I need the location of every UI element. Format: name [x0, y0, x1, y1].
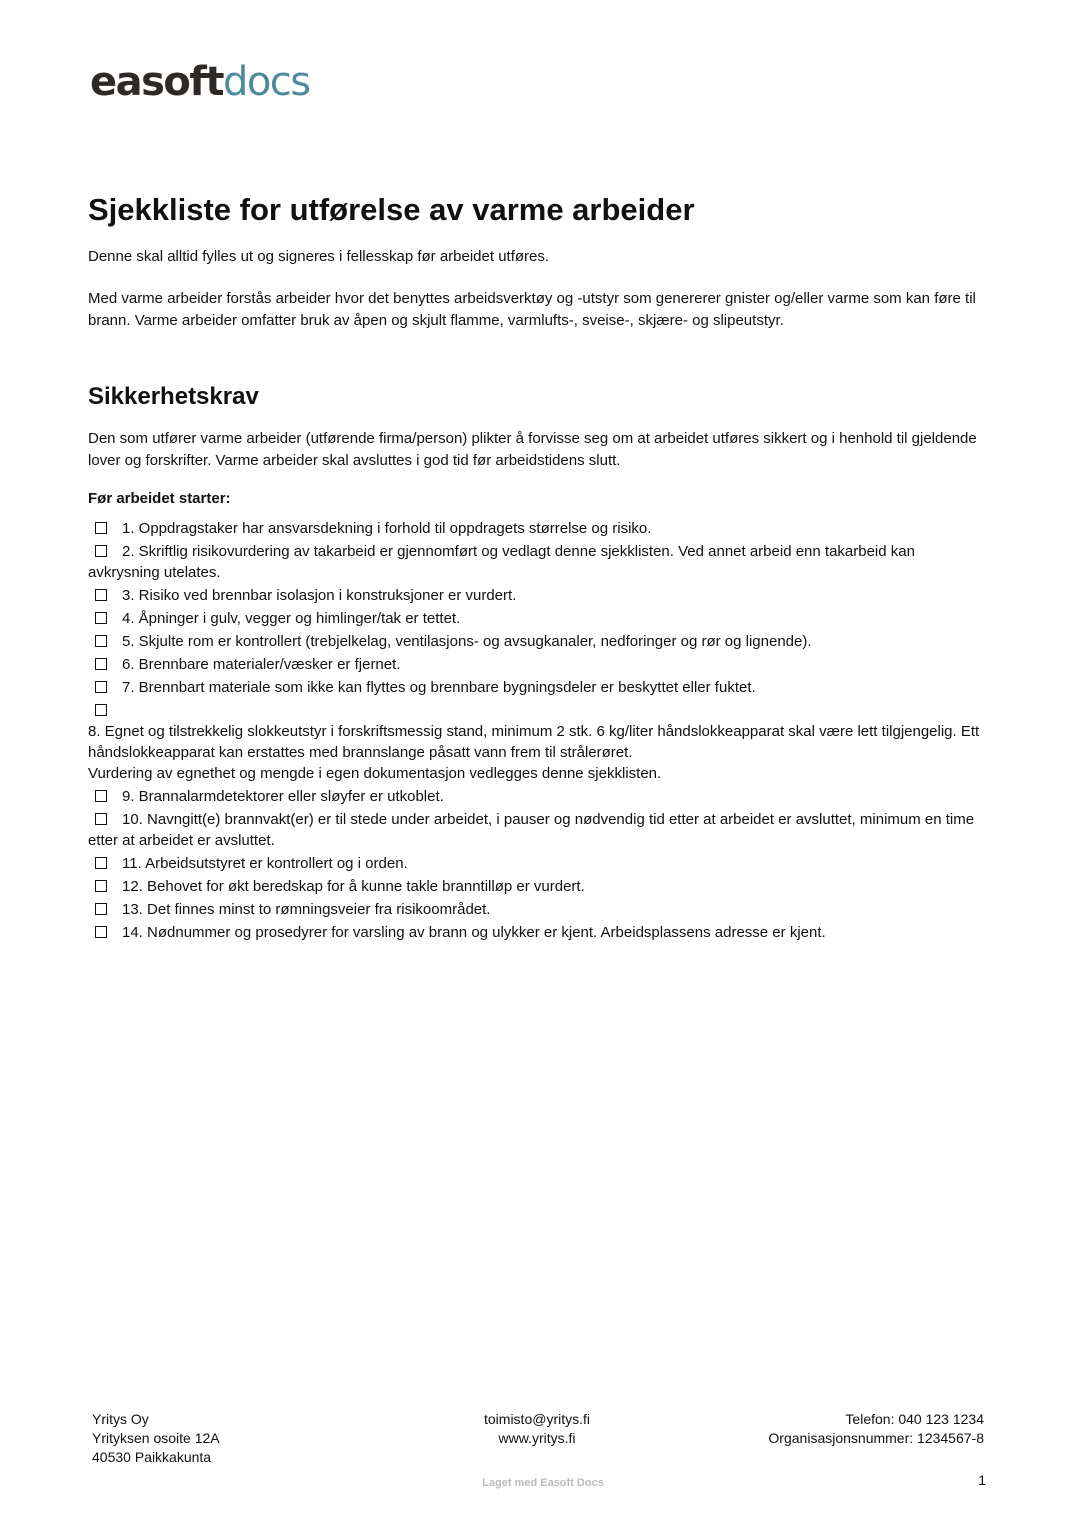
footer-org-number: Organisasjonsnummer: 1234567-8: [768, 1430, 984, 1446]
checkbox[interactable]: [95, 880, 107, 892]
checklist-item-text: 2. Skriftlig risikovurdering av takarbeid er gjennomført og vedlagt denne sjekklisten. Ved annet arbeid enn takarbeid kan avkrysning utelates.: [88, 543, 915, 581]
checklist-item: [88, 518, 988, 539]
section-body: Den som utfører varme arbeider (utførende firma/person) plikter å forvisse seg om at arbeidet utføres sikkert og i henhold til gjeldende lover og forskrifter. Varme arbeider skal avsluttes i god tid før arbeidstidens slutt.: [88, 430, 977, 469]
logo-part-docs: docs: [222, 59, 310, 105]
document-title: Sjekkliste for utførelse av varme arbeider: [88, 192, 695, 227]
checklist-item-8-note: Vurdering av egnethet og mengde i egen dokumentasjon vedlegges denne sjekklisten.: [88, 765, 662, 782]
checklist-item-text: 1. Oppdragstaker har ansvarsdekning i forhold til oppdragets størrelse og risiko.: [122, 520, 652, 537]
checklist-item: [88, 853, 988, 874]
footer-contact-block: [472, 1410, 602, 1448]
checklist-item-text: 6. Brennbare materialer/væsker er fjernet.: [122, 656, 401, 673]
checklist-item: [88, 922, 988, 943]
company-logo: [90, 58, 310, 106]
checklist-item-8-text: 8. Egnet og tilstrekkelig slokkeutstyr i forskriftsmessig stand, minimum 2 stk. 6 kg/liter håndslokkeapparat skal være lett tilgjengelig. Ett håndslokkeapparat kan erstattes med brannslange påsatt vann frem til strålerøret.: [88, 723, 980, 761]
checkbox[interactable]: [95, 857, 107, 869]
page-number: 1: [978, 1472, 986, 1488]
checklist-item-text: 13. Det finnes minst to rømningsveier fra risikoområdet.: [122, 901, 491, 918]
made-with-label: Laget med Easoft Docs: [482, 1477, 604, 1489]
footer-email[interactable]: toimisto@yritys.fi: [484, 1411, 590, 1427]
checklist-item: [88, 631, 988, 652]
checkbox[interactable]: [95, 545, 107, 557]
checklist-item: [88, 677, 988, 698]
checklist-item-text: 14. Nødnummer og prosedyrer for varsling av brann og ulykker er kjent. Arbeidsplassens adresse er kjent.: [122, 924, 826, 941]
checkbox[interactable]: [95, 813, 107, 825]
checklist-item-text: 7. Brennbart materiale som ikke kan flyttes og brennbare bygningsdeler er beskyttet eller fuktet.: [122, 679, 756, 696]
checklist-item: [88, 608, 988, 629]
checklist-item-text: 9. Brannalarmdetektorer eller sløyfer er utkoblet.: [122, 788, 444, 805]
checklist-item: [88, 585, 988, 606]
footer-company-name: Yritys Oy: [92, 1411, 149, 1427]
checkbox[interactable]: [95, 658, 107, 670]
checkbox[interactable]: [95, 612, 107, 624]
logo-part-easoft: easoft: [90, 59, 223, 105]
checklist-item: [88, 541, 988, 583]
checklist-item: [88, 809, 988, 851]
section-title: Sikkerhetskrav: [88, 383, 259, 410]
footer-registry-block: [768, 1410, 984, 1448]
checkbox[interactable]: [95, 681, 107, 693]
checklist-item-text: 4. Åpninger i gulv, vegger og himlinger/tak er tettet.: [122, 610, 461, 627]
checklist-item: [88, 876, 988, 897]
checklist-item-text: 5. Skjulte rom er kontrollert (trebjelkelag, ventilasjons- og avsugkanaler, nedforinger og rør og lignende).: [122, 633, 812, 650]
checkbox[interactable]: [95, 522, 107, 534]
footer-city: 40530 Paikkakunta: [92, 1449, 212, 1465]
footer-company-block: [92, 1410, 220, 1467]
checklist-item-text: 3. Risiko ved brennbar isolasjon i konstruksjoner er vurdert.: [122, 587, 517, 604]
intro-paragraph-2: Med varme arbeider forstås arbeider hvor det benyttes arbeidsverktøy og -utstyr som genererer gnister og/eller varme som kan føre til brann. Varme arbeider omfatter bruk av åpen og skjult flamme, varmlufts-, sveise-, skjære- og slipeutstyr.: [88, 290, 976, 329]
checkbox[interactable]: [95, 903, 107, 915]
checklist-subhead: Før arbeidet starter:: [88, 490, 231, 507]
checkbox[interactable]: [95, 926, 107, 938]
checklist-item-text: 12. Behovet for økt beredskap for å kunne takle branntilløp er vurdert.: [122, 878, 585, 895]
checklist: [88, 518, 988, 943]
checkbox[interactable]: [95, 790, 107, 802]
checkbox[interactable]: [95, 589, 107, 601]
footer-phone: Telefon: 040 123 1234: [845, 1411, 984, 1427]
checkbox[interactable]: [95, 704, 107, 716]
checklist-item: [88, 654, 988, 675]
footer-address: Yrityksen osoite 12A: [92, 1430, 220, 1446]
intro-paragraph-1: Denne skal alltid fylles ut og signeres i fellesskap før arbeidet utføres.: [88, 248, 550, 265]
checkbox[interactable]: [95, 635, 107, 647]
checklist-item-8: [88, 700, 988, 784]
document-body: [88, 190, 988, 945]
checklist-item-text: 10. Navngitt(e) brannvakt(er) er til stede under arbeidet, i pauser og nødvendig tid etter at arbeidet er avsluttet, minimum en time etter at arbeidet er avsluttet.: [88, 811, 975, 849]
checklist-item-text: 11. Arbeidsutstyret er kontrollert og i orden.: [122, 855, 408, 872]
footer-website[interactable]: www.yritys.fi: [498, 1430, 576, 1446]
checklist-item: [88, 899, 988, 920]
checklist-item: [88, 786, 988, 807]
